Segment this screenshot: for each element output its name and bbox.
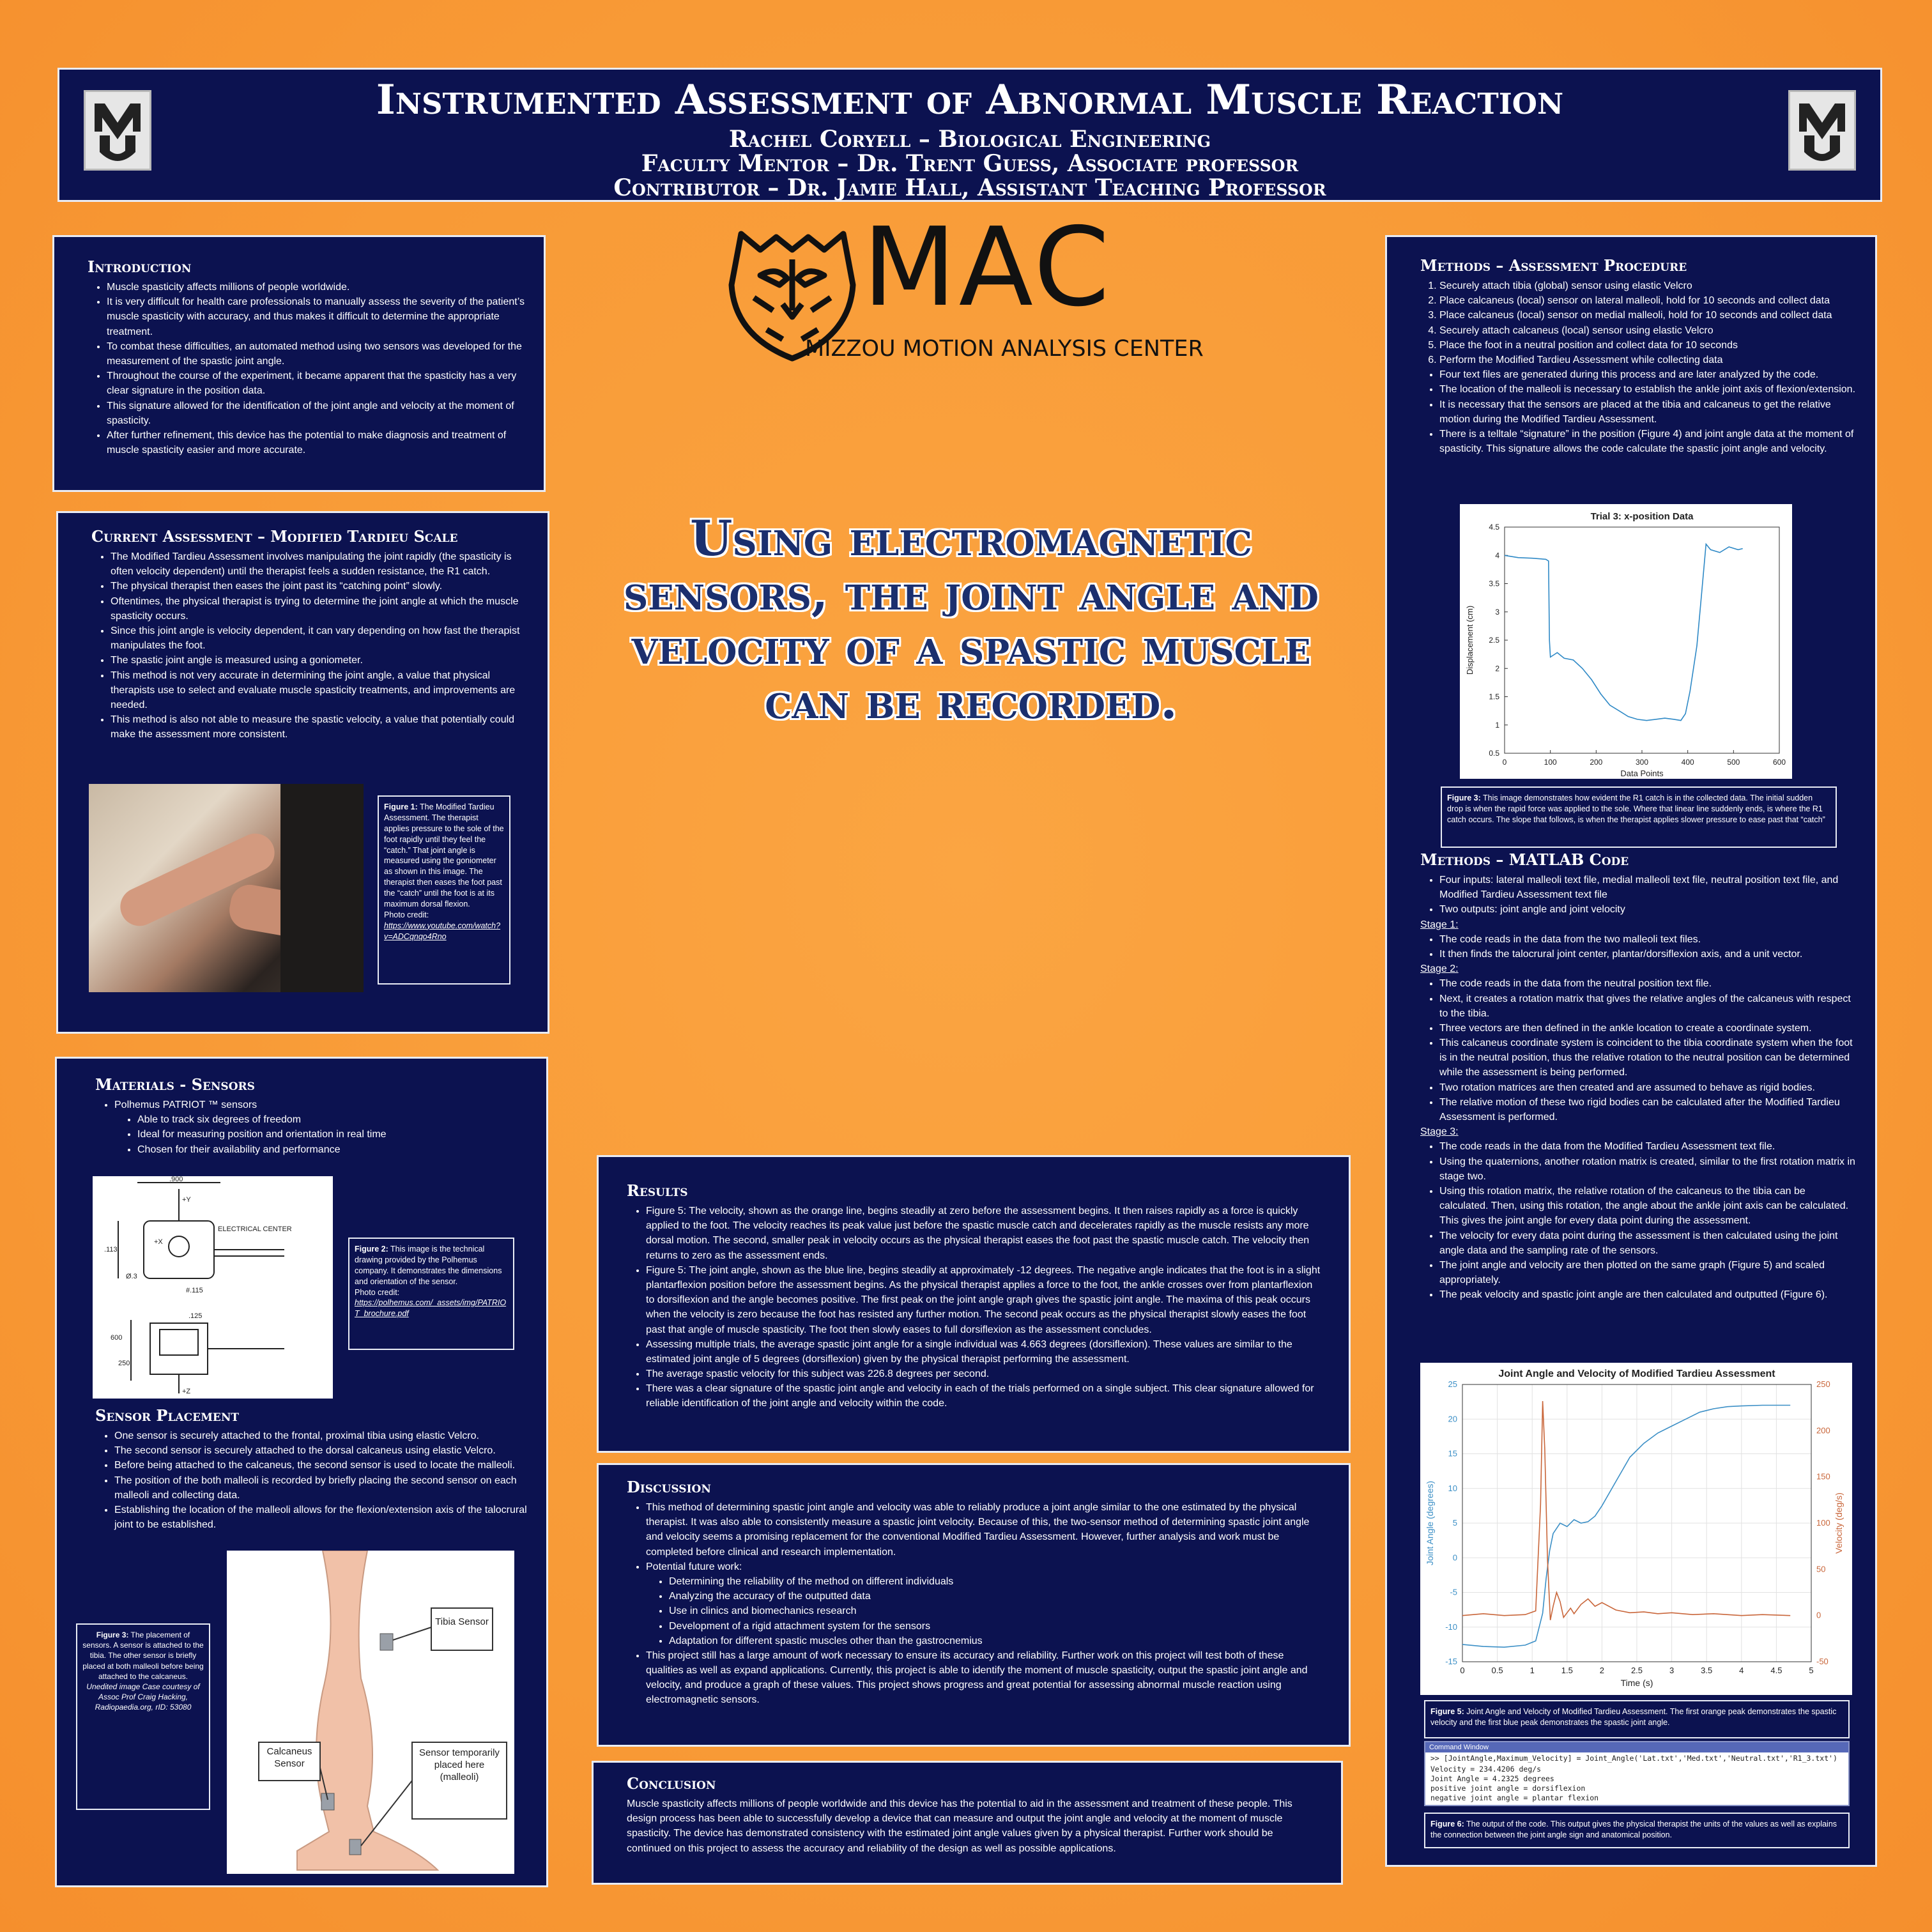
drawing-axis-z: +Z [182,1388,191,1395]
joint-angle-velocity-chart [1420,1363,1852,1695]
list-item: 1. Securely attach tibia (global) sensor using elastic Velcro [1439,279,1856,293]
list-item: • Four inputs: lateral malleoli text file, medial malleoli text file, neutral position text file, and Modified Tardieu Assessment text file [1439,873,1856,902]
matlab-command-window [1424,1741,1850,1806]
sensor-placement-list [95,1429,527,1532]
list-item: • The location of the malleoli is necessary to establish the ankle joint axis of flexion/extension. [1439,382,1856,397]
x-tick-label: 500 [1727,758,1740,767]
conclusion-title: Conclusion [627,1774,716,1793]
results-panel [597,1155,1351,1453]
figure-2-link[interactable]: https://polhemus.com/_assets/img/PATRIOT_brochure.pdf [355,1298,507,1319]
y-tick-label: 0 [1452,1552,1457,1563]
figure-4-caption [1441,786,1837,848]
current-assessment-panel [56,511,549,1034]
sensor-technical-drawing [93,1176,333,1399]
list-item: • Muscle spasticity affects millions of people worldwide. [107,280,525,295]
x-tick-label: 3 [1669,1666,1675,1675]
stage-3-list [1420,1139,1856,1302]
y-tick-label: -15 [1445,1657,1457,1666]
y-tick-label: 2.5 [1489,636,1499,645]
figure-5-caption [1424,1700,1850,1738]
x-tick-label: 3.5 [1701,1666,1713,1675]
materials-list [95,1098,527,1157]
tardieu-photo [89,784,364,992]
x-tick-label: 600 [1772,758,1786,767]
results-list [627,1204,1323,1411]
y-tick-label: 20 [1448,1414,1457,1424]
figure-3-text: The placement of sensors. A sensor is attached to the tibia. The other sensor is briefly placed at both malleoli before being attached to the calcaneus. [82,1630,204,1681]
list-item: • Three vectors are then defined in the ankle location to create a coordinate system. [1439,1021,1856,1036]
y2-tick-label: 0 [1816,1610,1821,1620]
y-tick-label: 25 [1448,1379,1457,1389]
y2-tick-label: 250 [1816,1379,1830,1389]
list-item: • Using this rotation matrix, the relative rotation of the calcaneus to the tibia can be calculated. Then, using this rotation, the angle about the ankle joint axis can be calculated. This gives the joint angle for every data point during the assessment. [1439,1184,1856,1229]
list-item: • The code reads in the data from the neutral position text file. [1439,976,1856,991]
methods-panel [1385,235,1877,1867]
drawing-axis-x: +X [154,1238,163,1246]
list-item: • Four text files are generated during this process and are later analyzed by the code. [1439,367,1856,382]
y-tick-label: -10 [1445,1621,1457,1632]
list-item: • It is very difficult for health care professionals to manually assess the severity of the patient’s muscle spasticity with accuracy, and thus makes it difficult to determine the appropriate treatment. [107,295,525,339]
discussion-title: Discussion [627,1478,711,1496]
stage-1-list [1420,932,1856,962]
y2-tick-label: 50 [1816,1564,1826,1574]
list-item: • The second sensor is securely attached to the dorsal calcaneus using elastic Velcro. [114,1443,527,1458]
y-tick-label: 3.5 [1489,579,1499,588]
list-item: • Determining the reliability of the method on different individuals [669,1574,1323,1589]
list-item: 4. Securely attach calcaneus (local) sensor using elastic Velcro [1439,323,1856,338]
list-item: • The velocity for every data point during the assessment is then calculated using the joint angle data and the sampling rate of the sensors. [1439,1229,1856,1258]
x-axis-label: Data Points [1620,769,1664,778]
figure-6-text: The output of the code. This output gives the physical therapist the units of the values as well as explains the connection between the joint angle sign and anatomical position. [1430,1820,1837,1839]
command-line: Velocity = 234.4206 deg/s [1430,1764,1542,1774]
y2-axis-label: Velocity (deg/s) [1834,1492,1844,1554]
x-tick-label: 5 [1809,1666,1814,1675]
current-assessment-title: Current Assessment – Modified Tardieu Scale [91,527,458,546]
chart-title: Trial 3: x-position Data [1590,511,1694,522]
y-tick-label: 0.5 [1489,749,1499,758]
stage-3-label: Stage 3: [1420,1126,1459,1138]
x-tick-label: 100 [1544,758,1557,767]
y-tick-label: 3 [1495,607,1499,617]
drawing-dim-h: .113 [104,1246,118,1254]
x-tick-label: 400 [1681,758,1694,767]
list-item: • This method is also not able to measure the spastic velocity, a value that potentially could make the assessment more consistent. [111,712,528,742]
command-line: positive joint angle = dorsiflexion [1430,1783,1586,1793]
list-item: • There was a clear signature of the spastic joint angle and velocity in each of the trials performed on a single subject. This clear signature allowed for reliable identification of the joint angle and velocity within the code. [646,1381,1323,1411]
list-item: • Ideal for measuring position and orientation in real time [137,1127,527,1142]
figure-2-text: This image is the technical drawing provided by the Polhemus company. It demonstrates the dimensions and orientation of the sensor. [355,1245,502,1286]
figure-1-label: Figure 1: [384,802,418,811]
y-axis-label: Joint Angle (degrees) [1425,1480,1435,1566]
series-line [1462,1401,1790,1620]
command-window-title: Command Window [1425,1742,1848,1752]
leg-sensor-placement-image [227,1551,514,1874]
drawing-dim-a: .125 [188,1312,203,1320]
y2-tick-label: 100 [1816,1518,1830,1528]
y-tick-label: 2 [1495,664,1499,673]
plot-area [1505,527,1779,753]
figure-3-placement-caption [76,1623,210,1810]
command-line: >> [JointAngle,Maximum_Velocity] = Joint_Angle('Lat.txt','Med.txt','Neutral.txt','R1_3.txt') [1430,1754,1837,1763]
figure-3-label: Figure 3: [96,1630,129,1639]
x-tick-label: 1 [1529,1666,1535,1675]
y-tick-label: 4 [1495,551,1499,560]
list-item: • To combat these difficulties, an automated method using two sensors was developed for the measurement of the spastic joint angle. [107,339,525,369]
figure-1-credit: Photo credit: [384,910,429,919]
calcaneus-sensor-label: Calcaneus Sensor [266,1746,312,1769]
sensor-placement-title: Sensor Placement [95,1406,240,1425]
figure-3-credit: Unedited image Case courtesy of Assoc Prof Craig Hacking, Radiopaedia.org, rID: 53080 [86,1682,200,1712]
current-assessment-list [91,549,528,742]
materials-panel [55,1057,548,1887]
y-tick-label: 1 [1495,720,1499,730]
list-item: • The physical therapist then eases the joint past its “catching point” slowly. [111,579,528,594]
drawing-dim-d: Ø.3 [126,1273,137,1280]
list-item: • Able to track six degrees of freedom [137,1112,527,1127]
figure-6-label: Figure 6: [1430,1820,1464,1828]
methods-assessment-title: Methods – Assessment Procedure [1420,256,1687,275]
mac-logo [716,204,1239,377]
list-item: • Using the quaternions, another rotation matrix is created, similar to the first rotation matrix in stage two. [1439,1154,1856,1184]
list-item: • Oftentimes, the physical therapist is trying to determine the joint angle at which the muscle spasticity occurs. [111,594,528,624]
materials-title: Materials - Sensors [95,1075,255,1094]
y-tick-label: 15 [1448,1448,1457,1459]
chart-title: Joint Angle and Velocity of Modified Tardieu Assessment [1498,1368,1775,1379]
command-line: Joint Angle = 4.2325 degrees [1430,1774,1554,1783]
y2-tick-label: 200 [1816,1425,1830,1436]
figure-6-caption [1424,1813,1850,1848]
list-item: • After further refinement, this device has the potential to make diagnosis and treatment of muscle spasticity easier and more accurate. [107,428,525,457]
methods-code-title: Methods – MATLAB Code [1420,850,1629,869]
list-item: • Polhemus PATRIOT ™ sensors [114,1098,527,1112]
header-banner [57,68,1882,202]
x-tick-label: 0.5 [1491,1666,1503,1675]
discussion-panel [597,1463,1351,1747]
methods-assessment-list [1420,367,1856,456]
y-tick-label: 4.5 [1489,523,1499,532]
figure-2-credit: Photo credit: [355,1287,400,1297]
stage-1-label: Stage 1: [1420,919,1459,930]
introduction-panel [52,235,546,492]
list-item: • Throughout the course of the experiment, it became apparent that the spasticity has a very clear signature in the position data. [107,369,525,398]
list-item: • The code reads in the data from the Modified Tardieu Assessment text file. [1439,1139,1856,1154]
list-item: • Figure 5: The joint angle, shown as the blue line, begins steadily at approximately -12 degrees. The negative angle indicates that the foot is in a slight plantarflexion position before the assessment begins. As the physical therapist applies a force to the foot, the ankle crosses over from plantarflexion to dorsiflexion and the angle becomes positive. The first peak on the joint angle graph gives the spastic joint angle. The maxima of this peak occurs when the velocity is zero because the foot has resisted any further motion. The second peak occurs as the physical therapist slowly eases the foot past that angle of muscle spasticity. The foot then slowly eases to full dorsiflexion as the assessment concludes. [646,1263,1323,1337]
methods-steps-list [1420,279,1856,367]
list-item: 2. Place calcaneus (local) sensor on lateral malleoli, hold for 10 seconds and collect data [1439,293,1856,308]
list-item: • Adaptation for different spastic muscles other than the gastrocnemius [669,1634,1323,1648]
stage-2-list [1420,976,1856,1124]
temporary-sensor-label: Sensor temporarily placed here (malleoli) [419,1747,500,1782]
x-tick-label: 2 [1599,1666,1605,1675]
x-tick-label: 0 [1502,758,1507,767]
tibia-sensor-label: Tibia Sensor [435,1616,489,1627]
y-tick-label: -5 [1450,1587,1457,1597]
x-tick-label: 4.5 [1770,1666,1782,1675]
command-line: negative joint angle = plantar flexion [1430,1793,1599,1802]
author-line: Rachel Coryell – Biological Engineering [728,126,1211,153]
x-axis-label: Time (s) [1620,1678,1653,1688]
list-item: • The joint angle and velocity are then plotted on the same graph (Figure 5) and scaled appropriately. [1439,1258,1856,1287]
methods-code-list [1420,873,1856,917]
list-item: • Assessing multiple trials, the average spastic joint angle for a single individual was 4.663 degrees (dorsiflexion). These values are similar to the estimated joint angle of 5 degrees (dorsiflexion) given by the physical therapist performing the assessment. [646,1337,1323,1367]
list-item: • Two rotation matrices are then created and are assumed to behave as rigid bodies. [1439,1080,1856,1095]
figure-2-caption [348,1238,514,1350]
list-item: • Since this joint angle is velocity dependent, it can vary depending on how fast the therapist manipulates the foot. [111,624,528,653]
x-position-chart [1460,504,1792,779]
figure-1-caption [378,795,510,985]
results-title: Results [627,1181,688,1200]
mentor-line: Faculty Mentor – Dr. Trent Guess, Associate professor [641,150,1299,177]
list-item: • Development of a rigid attachment system for the sensors [669,1619,1323,1634]
figure-2-label: Figure 2: [355,1245,388,1254]
y-tick-label: 5 [1452,1518,1457,1528]
figure-4-text: This image demonstrates how evident the R1 catch is in the collected data. The initial sudden drop is when the rapid force was applied to the sole. Where that linear line suddenly ends, is where the R1 catch occurs. The slope that follows, is when the therapist applies slower pressure to ease past that “catch” [1447,793,1825,824]
list-item: • One sensor is securely attached to the frontal, proximal tibia using elastic Velcro. [114,1429,527,1443]
main-claim: Using electromagnetic sensors, the joint angle and velocity of a spastic muscle can be recorded. [623,510,1319,730]
drawing-dim-w: .900 [169,1176,183,1183]
y-tick-label: 1.5 [1489,692,1499,702]
list-item: • The code reads in the data from the two malleoli text files. [1439,932,1856,947]
mac-logo-title: MAC [862,204,1112,331]
y-tick-label: 10 [1448,1483,1457,1493]
y2-tick-label: 150 [1816,1471,1830,1482]
list-item: • The average spastic velocity for this subject was 226.8 degrees per second. [646,1367,1323,1381]
x-tick-label: 200 [1590,758,1603,767]
drawing-dim-b: 600 [111,1334,123,1342]
list-item: • Use in clinics and biomechanics research [669,1604,1323,1618]
series-line [1462,1406,1790,1648]
x-tick-label: 0 [1460,1666,1465,1675]
list-item: • The peak velocity and spastic joint angle are then calculated and outputted (Figure 6). [1439,1287,1856,1302]
list-item: • This project still has a large amount of work necessary to ensure its accuracy and reliability. Further work on this project will test both of these qualities as well as expand applications. Currently, this project is able to identify the moment of muscle spasticity, output the spastic joint angle and velocity, and produce a graph of these values. This project shows progress and great potential for assessing abnormal muscle reaction using electromagnetic sensors. [646,1648,1323,1708]
x-tick-label: 4 [1739,1666,1744,1675]
list-item: • Chosen for their availability and performance [137,1142,527,1157]
list-item: • Two outputs: joint angle and joint velocity [1439,902,1856,917]
list-item: • Before being attached to the calcaneus, the second sensor is used to locate the malleoli. [114,1458,527,1473]
drawing-electrical-center: ELECTRICAL CENTER [218,1225,292,1233]
conclusion-panel [592,1761,1343,1885]
figure-4-label: Figure 3: [1447,793,1481,802]
list-item: • Figure 5: The velocity, shown as the orange line, begins steadily at zero before the assessment begins. It then raises rapidly as a force is quickly applied to the foot. The velocity reaches its peak value just before the spastic muscle catch and decelerates rapidly as the muscle resists any more dorsal motion. The second, smaller peak in velocity occurs as the physical therapist eases the foot past the spastic muscle catch. The velocity then returns to zero as the assessment ends. [646,1204,1323,1263]
figure-1-text: The Modified Tardieu Assessment. The therapist applies pressure to the sole of the foot rapidly until they feel the “catch.” That joint angle is measured using the goniometer as shown in this image. The therapist then eases the foot past the “catch” until the foot is at its maximum dorsal flexion. [384,802,504,908]
list-item: • It then finds the talocrural joint center, plantar/dorsiflexion axis, and a unit vector. [1439,947,1856,962]
poster-title: Instrumented Assessment of Abnormal Muscle Reaction [376,76,1564,124]
figure-5-text: Joint Angle and Velocity of Modified Tardieu Assessment. The first orange peak demonstrates the spastic velocity and the first blue peak demonstrates the spastic joint angle. [1430,1707,1837,1727]
list-item: • The Modified Tardieu Assessment involves manipulating the joint rapidly (the spasticity is often velocity dependent) until the therapist feels a sudden resistance, the R1 catch. [111,549,528,579]
x-tick-label: 300 [1635,758,1649,767]
list-item: • The position of the both malleoli is recorded by briefly placing the second sensor on each malleoli and collecting data. [114,1473,527,1503]
list-item: • This signature allowed for the identification of the joint angle and velocity at the moment of spasticity. [107,399,525,428]
list-item: • It is necessary that the sensors are placed at the tibia and calcaneus to get the relative motion during the Modified Tardieu Assessment. [1439,397,1856,427]
x-tick-label: 1.5 [1561,1666,1573,1675]
figure-5-label: Figure 5: [1430,1707,1464,1716]
list-item: • Next, it creates a rotation matrix that gives the relative angles of the calcaneus with respect to the tibia. [1439,992,1856,1021]
list-item: • This method of determining spastic joint angle and velocity was able to reliably produce a joint angle similar to the one estimated by the physical therapist. It was also able to consistently measure a spastic joint velocity. Because of this, the two-sensor method of determining spastic joint angle and velocity seems a promising replacement for the conventional Modified Tardieu Assessment. However, further analysis and work must be completed before clinical and research implementation. [646,1500,1323,1560]
introduction-list [88,280,525,457]
introduction-title: Introduction [88,257,192,276]
y2-tick-label: -50 [1816,1657,1828,1666]
discussion-list [627,1500,1323,1708]
list-item: • Analyzing the accuracy of the outputted data [669,1589,1323,1604]
list-item: 6. Perform the Modified Tardieu Assessment while collecting data [1439,353,1856,367]
drawing-hole: #.115 [186,1287,203,1294]
list-item: • There is a telltale “signature” in the position (Figure 4) and joint angle data at the moment of spasticity. This signature allows the code calculate the spastic joint angle and velocity. [1439,427,1856,456]
list-item: • Potential future work: [646,1560,1323,1574]
list-item: 5. Place the foot in a neutral position and collect data for 10 seconds [1439,338,1856,353]
stage-2-label: Stage 2: [1420,963,1459,975]
list-item: 3. Place calcaneus (local) sensor on medial malleoli, hold for 10 seconds and collect data [1439,308,1856,323]
drawing-axis-y: +Y [182,1196,191,1204]
y-axis-label: Displacement (cm) [1465,605,1475,675]
list-item: • Establishing the location of the malleoli allows for the flexion/extension axis of the talocrural joint to be established. [114,1503,527,1532]
list-item: • The relative motion of these two rigid bodies can be calculated after the Modified Tardieu Assessment is performed. [1439,1095,1856,1124]
figure-1-link[interactable]: https://www.youtube.com/watch?v=ADCqnqo4Rno [384,921,501,941]
drawing-dim-c: 250 [118,1360,130,1367]
list-item: • This method is not very accurate in determining the joint angle, a value that physical therapists use to select and evaluate muscle spasticity treatments, and improvements are needed. [111,668,528,713]
contributor-line: Contributor – Dr. Jamie Hall, Assistant Teaching Professor [613,174,1326,201]
x-tick-label: 2.5 [1630,1666,1643,1675]
list-item: • The spastic joint angle is measured using a goniometer. [111,653,528,668]
series-line [1505,544,1743,721]
conclusion-text: Muscle spasticity affects millions of people worldwide and this device has the potential to aid in the assessment and treatment of these people. This design process has been able to successfully develop a device that can measure and output the joint angle and velocity at the moment of muscle spasticity. The device has demonstrated consistency with the estimated joint angle values given by a physical therapist. Further work should be continued on this project to assess the accuracy and reliability of the design as well as possible applications. [627,1798,1292,1854]
mac-logo-subtitle: MIZZOU MOTION ANALYSIS CENTER [805,336,1204,362]
list-item: • This calcaneus coordinate system is coincident to the tibia coordinate system when the foot is in the neutral position, thus the relative rotation to the neutral position can be determined while the assessment is being performed. [1439,1036,1856,1080]
